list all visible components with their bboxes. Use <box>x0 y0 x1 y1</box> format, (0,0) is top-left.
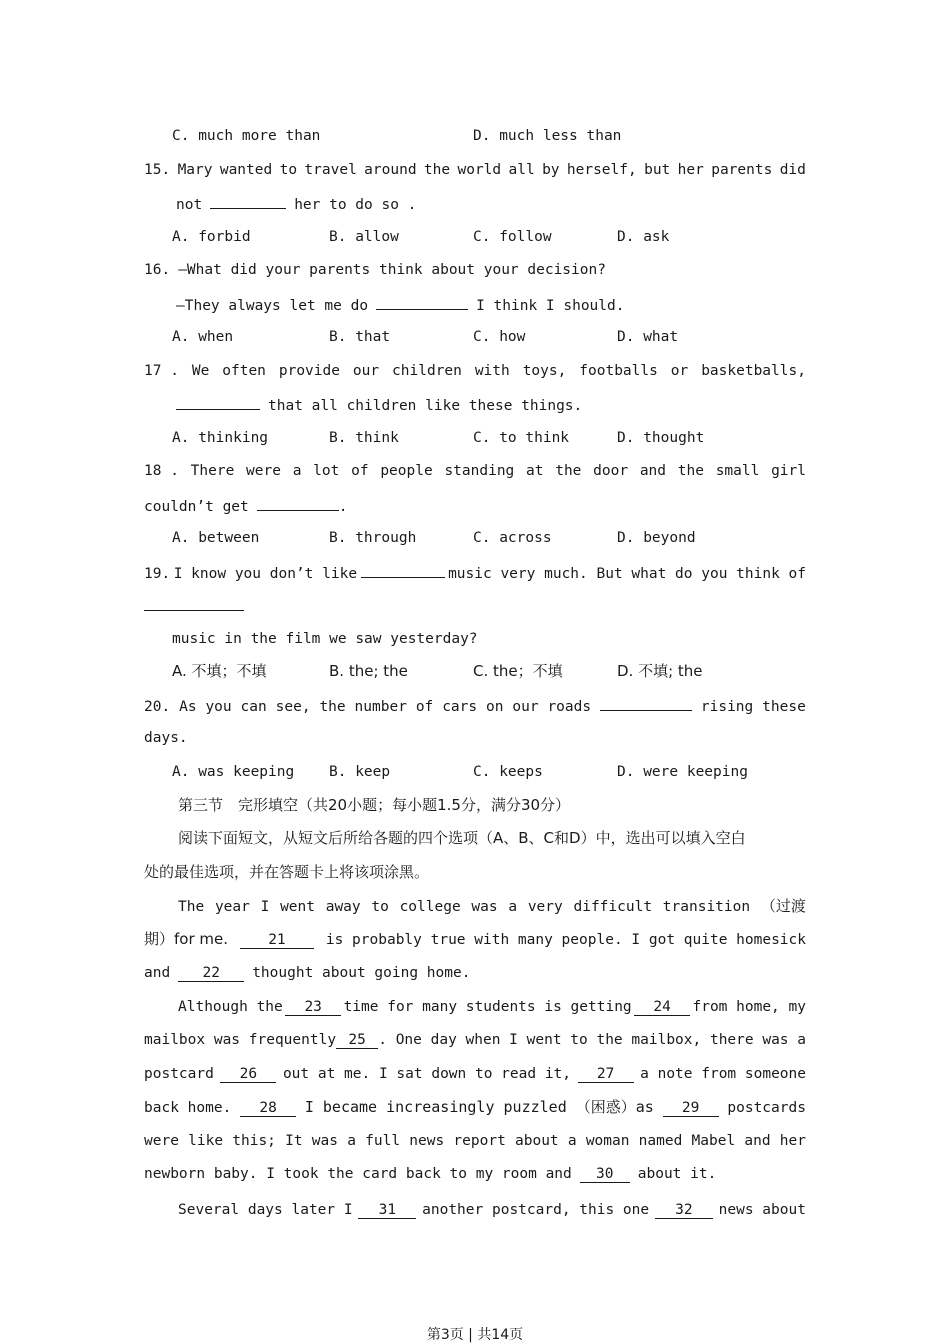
q16-option-b: B. that <box>329 329 391 345</box>
q20-number: 20. <box>144 699 171 715</box>
answer-blank <box>376 294 468 310</box>
q17-option-b: B. think <box>329 430 399 446</box>
q16-option-c: C. how <box>473 329 526 345</box>
answer-blank <box>210 193 286 209</box>
answer-blank <box>176 394 260 410</box>
q19-option-d: D. 不填; the <box>617 662 703 680</box>
q15-option-d: D. ask <box>617 229 670 245</box>
q15-stem-line1: 15. Mary wanted to travel around the world all by herself, but her parents did <box>144 162 806 178</box>
q20-option-c: C. keeps <box>473 764 543 780</box>
q19-stem-line1: 19. I know you don’t like music very much. But what do you think of <box>144 562 806 584</box>
q16-stem-line2: —They always let me do I think I should. <box>176 294 624 316</box>
q17-option-c: C. to think <box>473 430 570 446</box>
answer-blank <box>257 495 339 511</box>
q17-option-a: A. thinking <box>172 430 269 446</box>
passage-p2-line6: newborn baby. I took the card back to my room and 30 about it. <box>144 1166 717 1182</box>
passage-p2-line3: postcard 26 out at me. I sat down to read it, 27 a note from someone <box>144 1066 806 1082</box>
blank-31: 31 <box>358 1203 416 1219</box>
answer-blank <box>144 595 244 611</box>
q15-stem-line2: not her to do so . <box>176 193 416 215</box>
q18-option-b: B. through <box>329 530 417 546</box>
q16-option-d: D. what <box>617 329 679 345</box>
blank-28: 28 <box>240 1101 296 1117</box>
passage-p1-line2: 期）for me. 21 is probably true with many people. I got quite homesick <box>144 930 806 948</box>
q15-number: 15. <box>144 162 171 178</box>
q18-option-a: A. between <box>172 530 260 546</box>
passage-p2-line5: were like this; It was a full news report about a woman named Mabel and her <box>144 1133 806 1149</box>
blank-23: 23 <box>285 1000 341 1016</box>
q14-option-c: C. much more than <box>172 128 321 144</box>
q19-stem-line2 <box>144 595 244 611</box>
q17-number: 17 . <box>144 363 179 379</box>
passage-p2-line2: mailbox was frequently 25 . One day when I went to the mailbox, there was a <box>144 1032 806 1048</box>
q17-stem-line1: 17 . We often provide our children with toys, footballs or basketballs, <box>144 363 806 379</box>
q20-option-d: D. were keeping <box>617 764 748 780</box>
q20-stem-line1: 20. As you can see, the number of cars on our roads rising these <box>144 695 806 717</box>
passage-p2-line4: back home. 28 I became increasingly puzzled （困惑）as 29 postcards <box>144 1098 806 1116</box>
q16-option-a: A. when <box>172 329 234 345</box>
answer-blank <box>361 562 445 578</box>
blank-26: 26 <box>220 1067 276 1083</box>
blank-21: 21 <box>240 933 314 949</box>
section3-instructions-line1: 阅读下面短文，从短文后所给各题的四个选项（A、B、C和D）中，选出可以填入空白 <box>178 829 746 847</box>
q16-stem-line1: 16. —What did your parents think about your decision? <box>144 262 606 278</box>
blank-22: 22 <box>178 966 244 982</box>
q20-option-a: A. was keeping <box>172 764 295 780</box>
blank-30: 30 <box>580 1167 630 1183</box>
section3-instructions-line2: 处的最佳选项，并在答题卡上将该项涂黑。 <box>144 863 430 881</box>
passage-p1-line1: The year I went away to college was a very difficult transition （过渡 <box>178 897 806 915</box>
blank-29: 29 <box>663 1101 719 1117</box>
passage-p1-line3: and 22 thought about going home. <box>144 965 471 981</box>
section3-title: 第三节 完形填空（共20小题；每小题1.5分，满分30分） <box>178 796 571 814</box>
q17-option-d: D. thought <box>617 430 705 446</box>
answer-blank <box>600 695 692 711</box>
q19-option-b: B. the; the <box>329 662 408 680</box>
q19-option-a: A. 不填；不填 <box>172 662 267 680</box>
q18-option-d: D. beyond <box>617 530 696 546</box>
q15-option-a: A. forbid <box>172 229 251 245</box>
passage-p3-line1: Several days later I 31 another postcard, this one 32 news about <box>178 1202 806 1218</box>
blank-24: 24 <box>634 1000 690 1016</box>
passage-p2-line1: Although the 23 time for many students is getting 24 from home, my <box>178 999 806 1015</box>
q20-option-b: B. keep <box>329 764 391 780</box>
q18-number: 18 . <box>144 463 179 479</box>
q18-stem-line1: 18 . There were a lot of people standing at the door and the small girl <box>144 463 806 479</box>
q15-option-b: B. allow <box>329 229 399 245</box>
q19-option-c: C. the；不填 <box>473 662 563 680</box>
q18-option-c: C. across <box>473 530 552 546</box>
q17-stem-line2: that all children like these things. <box>176 394 582 416</box>
q20-stem-line2: days. <box>144 730 188 746</box>
q16-number: 16. <box>144 262 171 278</box>
q19-stem-line3: music in the film we saw yesterday? <box>172 631 478 647</box>
blank-25: 25 <box>336 1033 378 1049</box>
q19-number: 19. <box>144 566 171 582</box>
blank-27: 27 <box>578 1067 634 1083</box>
blank-32: 32 <box>655 1203 713 1219</box>
page-footer: 第3页 | 共14页 <box>426 1327 524 1343</box>
q15-option-c: C. follow <box>473 229 552 245</box>
q14-option-d: D. much less than <box>473 128 622 144</box>
q18-stem-line2: couldn’t get . <box>144 495 348 517</box>
